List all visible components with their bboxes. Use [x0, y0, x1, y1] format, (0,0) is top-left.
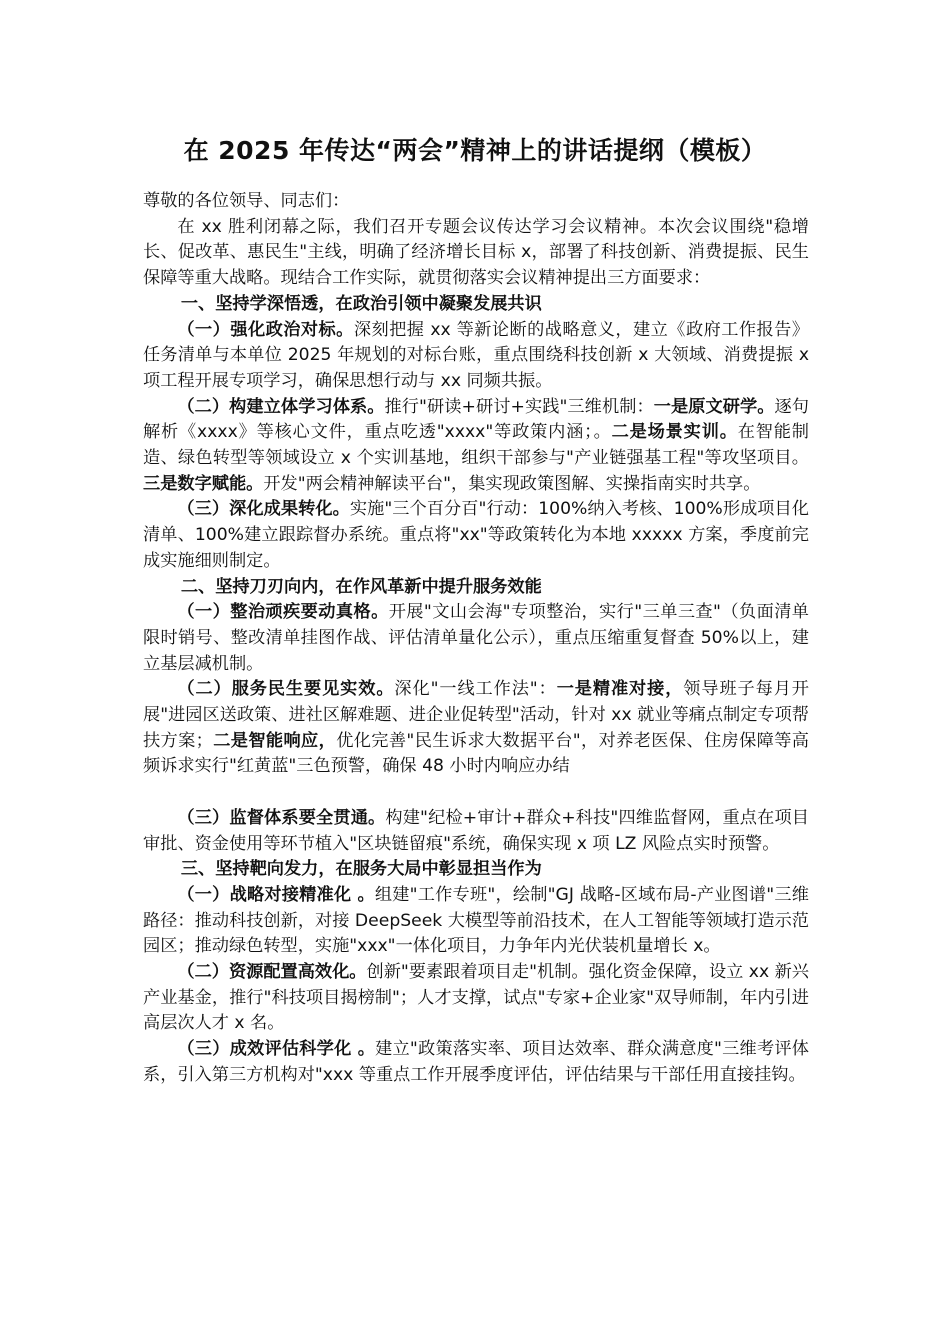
section-2-item-2-text-b: 领导班子每月开展"进园区送政策、进社区解难题、进企业促转型"活动，针对 xx 就业等痛点制定专项帮扶方案；	[143, 679, 809, 751]
section-2-item-3-text: 构建"纪检+审计+群众+科技"四维监督网，重点在项目审批、资金使用等环节植入"区块链留痕"系统，确保实现 x 项 LZ 风险点实时预警。	[143, 807, 809, 854]
section-1-item-1-text: 深刻把握 xx 等新论断的战略意义，建立《政府工作报告》任务清单与本单位 2025 年规划的对标台账，重点围绕科技创新 x 大领域、消费提振 x 项工程开展专项学习，确保思想行动与 xx 同频共振。	[143, 319, 809, 391]
section-3-item-2-text: 创新"要素跟着项目走"机制。强化资金保障，设立 xx 新兴产业基金，推行"科技项目揭榜制"；人才支撑，试点"专家+企业家"双导师制，年内引进高层次人才 x 名。	[143, 962, 809, 1034]
section-1-item-2-text-a: 推行"研读+研讨+实践"三维机制：	[384, 396, 654, 417]
section-3-item-2	[143, 960, 809, 1037]
section-1-heading: 一、坚持学深悟透，在政治引领中凝聚发展共识	[180, 293, 542, 314]
section-2-item-1-text: 开展"文山会海"专项整治，实行"三单三查"（负面清单限时销号、整改清单挂图作战、评估清单量化公示），重点压缩重复督查 50%以上，建立基层减机制。	[143, 602, 809, 674]
section-1-item-2-bold-c: 三是数字赋能。	[143, 473, 264, 494]
section-1-item-2	[143, 395, 809, 498]
section-3-item-3	[143, 1037, 809, 1088]
section-3-heading: 三、坚持靶向发力，在服务大局中彰显担当作为	[180, 859, 542, 880]
document-body	[143, 189, 809, 1089]
section-3-item-1-title: （一）战略对接精准化 。	[177, 884, 375, 905]
section-2-item-1	[143, 600, 809, 677]
section-3-item-2-title: （二）资源配置高效化。	[177, 962, 367, 983]
section-2-item-3	[143, 806, 809, 857]
section-3-item-3-title: （三）成效评估科学化 。	[177, 1039, 376, 1060]
section-1-item-1-title: （一）强化政治对标。	[177, 319, 354, 340]
section-3-item-1	[143, 883, 809, 960]
section-1-item-3-title: （三）深化成果转化。	[177, 499, 350, 520]
intro-paragraph: 在 xx 胜利闭幕之际，我们召开专题会议传达学习会议精神。本次会议围绕"稳增长、促改革、惠民生"主线，明确了经济增长目标 x，部署了科技创新、消费提振、民生保障等重大战略。现结合工作实际，就贯彻落实会议精神提出三方面要求：	[143, 216, 809, 289]
document-title: 在 2025 年传达“两会”精神上的讲话提纲（模板）	[183, 136, 767, 165]
section-2-item-2-text-a: 深化"一线工作法"：	[394, 679, 557, 700]
section-3-item-1-text: 组建"工作专班"，绘制"GJ 战略-区域布局-产业图谱"三维路径：推动科技创新，对接 DeepSeek 大模型等前沿技术，在人工智能等领域打造示范园区；推动绿色转型，实施"xxx"一体化项目，力争年内光伏装机量增长 x。	[143, 884, 809, 957]
section-1-item-2-text-d: 开发"两会精神解读平台"，集实现政策图解、实操指南实时共享。	[263, 473, 761, 494]
section-1-item-3-text: 实施"三个百分百"行动：100%纳入考核、100%形成项目化清单、100%建立跟踪督办系统。重点将"xx"等政策转化为本地 xxxxx 方案，季度前完成实施细则制定。	[143, 499, 809, 571]
section-2-item-2-text-c: 优化完善"民生诉求大数据平台"，对养老医保、住房保障等高频诉求实行"红黄蓝"三色预警，确保 48 小时内响应办结	[143, 730, 809, 777]
section-2-item-2	[143, 677, 809, 780]
section-2-item-2-title: （二）服务民生要见实效。	[177, 679, 395, 700]
section-1-item-1	[143, 318, 809, 395]
section-1-item-2-text-c: 在智能制造、绿色转型等领域设立 x 个实训基地，组织干部参与"产业链强基工程"等攻坚项目。	[143, 422, 809, 469]
section-2-item-2-bold-a: 一是精准对接，	[556, 679, 684, 700]
blank-line	[143, 780, 809, 806]
section-2-item-1-title: （一）整治顽疾要动真格。	[177, 602, 389, 623]
section-2-item-3-title: （三）监督体系要全贯通。	[177, 807, 386, 828]
section-2-item-2-bold-b: 二是智能响应，	[212, 730, 337, 751]
section-2-heading: 二、坚持刀刃向内，在作风革新中提升服务效能	[180, 576, 542, 597]
section-1-item-2-bold-a: 一是原文研学。	[653, 396, 775, 417]
section-1-item-3	[143, 497, 809, 574]
section-1-item-2-bold-b: 二是场景实训。	[611, 422, 738, 443]
section-3-item-3-text: 建立"政策落实率、项目达效率、群众满意度"三维考评体系，引入第三方机构对"xxx 等重点工作开展季度评估，评估结果与干部任用直接挂钩。	[143, 1039, 809, 1085]
salutation: 尊敬的各位领导、同志们：	[143, 191, 350, 211]
section-1-item-2-title: （二）构建立体学习体系。	[177, 396, 385, 417]
section-1-item-2-text-b: 逐句解析《xxxx》等核心文件，重点吃透"xxxx"等政策内涵；。	[143, 396, 809, 443]
